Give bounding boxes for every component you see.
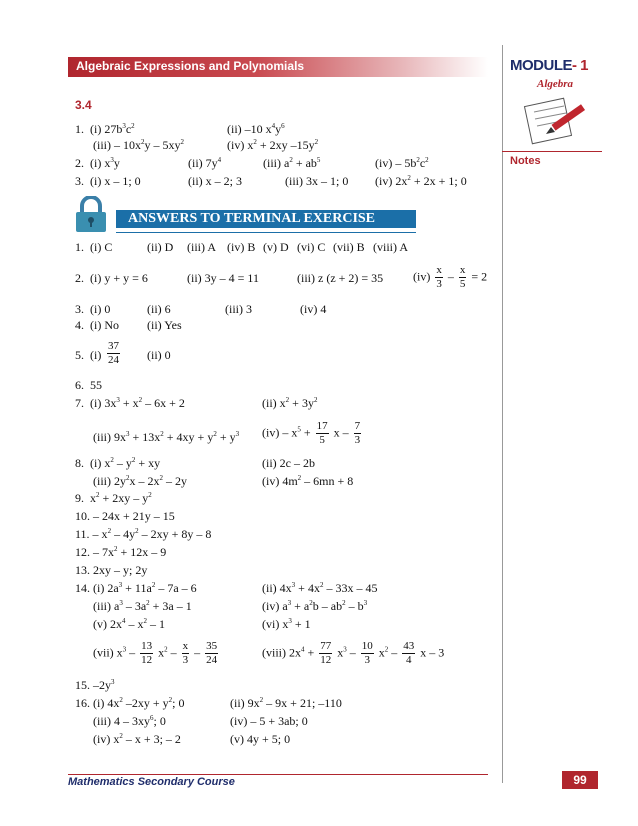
margin-rule [502, 45, 503, 783]
course-name: Mathematics Secondary Course [68, 776, 235, 788]
page-number: 99 [562, 771, 598, 789]
terminal-rule [116, 232, 416, 233]
section-number: 3.4 [75, 98, 92, 112]
terminal-heading: ANSWERS TO TERMINAL EXERCISE [116, 210, 416, 228]
padlock-icon [74, 196, 108, 234]
subject-label: Algebra [537, 78, 574, 90]
chapter-title: Algebraic Expressions and Polynomials [76, 59, 305, 73]
notepad-pencil-icon [520, 92, 590, 148]
module-label: MODULE- 1 [510, 57, 589, 74]
header-bar [68, 57, 488, 77]
footer-rule [68, 774, 488, 775]
notes-label: Notes [510, 155, 541, 167]
notes-rule [502, 151, 602, 152]
